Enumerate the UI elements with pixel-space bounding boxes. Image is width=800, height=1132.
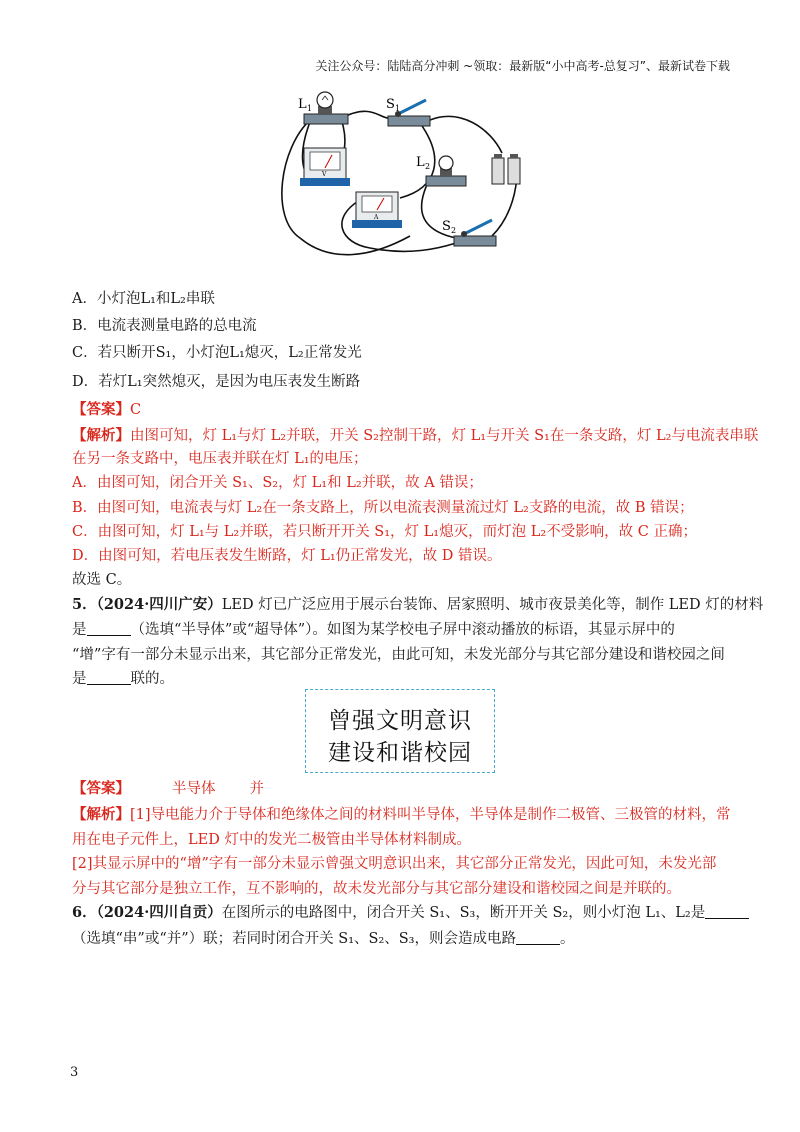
battery-icon xyxy=(492,154,520,184)
q4-analysis-line-6: D．由图可知，若电压表发生断路，灯 L₁仍正常发光，故 D 错误。 xyxy=(72,548,502,564)
slogan-banner xyxy=(305,689,495,773)
q6-source: （2024·四川自贡） xyxy=(96,904,222,921)
q5-answer xyxy=(72,778,264,800)
q6-line-2: （选填“串”或“并”）联；若同时闭合开关 S₁、S₂、S₃，则会造成电路 。 xyxy=(72,931,575,947)
label-l1-sub: 1 xyxy=(307,104,313,113)
q5-analysis-label: 【解析】 xyxy=(72,806,130,823)
page-number: 3 xyxy=(70,1065,79,1080)
q6-line-1: 6．（2024·四川自贡）在图所示的电路图中，闭合开关 S₁、S₃，断开开关 S₂，则小灯泡 L₁、L₂是 xyxy=(72,902,749,924)
q4-answer-value: C xyxy=(130,402,142,418)
q4-conclusion: 故选 C。 xyxy=(72,572,132,588)
banner-line-1: 曾强文明意识 xyxy=(328,708,472,734)
q5-analysis-line-2: 用在电子元件上，LED 灯中的发光二极管由半导体材料制成。 xyxy=(72,832,471,848)
label-l2-sub: 2 xyxy=(425,162,431,171)
q4-analysis-line-1: 【解析】由图可知，灯 L₁与灯 L₂并联，开关 S₂控制干路，灯 L₁与开关 S₁在一条支路，灯 L₂与电流表串联 xyxy=(72,427,759,444)
q5-answer-label: 【答案】 xyxy=(72,780,130,797)
q5-answer-1: 半导体 xyxy=(172,781,216,797)
voltmeter-mark: V xyxy=(322,171,327,178)
q4-option-b: B．电流表测量电路的总电流 xyxy=(72,318,257,334)
label-s1: S xyxy=(386,97,395,112)
q5-answer-2: 并 xyxy=(249,781,264,797)
q5-blank-2 xyxy=(87,670,131,685)
q4-option-a: A．小灯泡L₁和L₂串联 xyxy=(72,291,215,307)
q5-blank-1 xyxy=(87,621,131,636)
q6-blank-1 xyxy=(705,904,749,919)
q5-analysis-line-1: 【解析】[1]导电能力介于导体和绝缘体之间的材料叫半导体，半导体是制作二极管、三极管的材料，常 xyxy=(72,806,731,823)
q4-option-c: C．若只断开S₁，小灯泡L₁熄灭，L₂正常发光 xyxy=(72,345,362,361)
q4-answer-label: 【答案】 xyxy=(72,401,130,418)
q6-blank-2 xyxy=(516,930,560,945)
circuit-figure xyxy=(270,88,540,270)
label-s1-sub: 1 xyxy=(395,104,401,113)
q5-line-4: 是 联的。 xyxy=(72,671,174,687)
q5-line-2: 是 （选填“半导体”或“超导体”）。如图为某学校电子屏中滚动播放的标语，其显示屏中的 xyxy=(72,622,675,638)
switch-s2-icon xyxy=(454,220,496,246)
label-s2-sub: 2 xyxy=(451,226,457,235)
q5-line-3: “增”字有一部分未显示出来，其它部分正常发光，由此可知，未发光部分与其它部分建设和谐校园之间 xyxy=(72,647,725,663)
q6-number: 6． xyxy=(72,904,97,921)
q4-option-d: D．若灯L₁突然熄灭，是因为电压表发生断路 xyxy=(72,374,361,390)
q5-line-1: 5．（2024·四川广安）LED 灯已广泛应用于展示台装饰、居家照明、城市夜景美化等，制作 LED 灯的材料 xyxy=(72,596,764,613)
q4-analysis-line-5: C．由图可知，灯 L₁与 L₂并联，若只断开开关 S₁，灯 L₁熄灭，而灯泡 L₂不受影响，故 C 正确； xyxy=(72,524,697,540)
bulb-l2-icon xyxy=(426,156,466,186)
ammeter-icon xyxy=(352,192,402,228)
q4-analysis-line-3: A．由图可知，闭合开关 S₁、S₂，灯 L₁和 L₂并联，故 A 错误； xyxy=(72,475,483,491)
q5-analysis-line-4: 分与其它部分是独立工作，互不影响的，故未发光部分与其它部分建设和谐校园之间是并联的。 xyxy=(72,881,681,897)
label-l1: L xyxy=(298,97,307,112)
q4-analysis-line-4: B．由图可知，电流表与灯 L₂在一条支路上，所以电流表测量流过灯 L₂支路的电流，故 B 错误； xyxy=(72,500,694,516)
q5-source: （2024·四川广安） xyxy=(96,596,222,613)
q4-analysis-line-2: 在另一条支路中，电压表并联在灯 L₁的电压； xyxy=(72,451,368,467)
q4-answer xyxy=(72,399,141,421)
page-header: 关注公众号：陆陆高分冲刺 ~领取：最新版“小中高考-总复习”、最新试卷下载 xyxy=(315,59,730,73)
voltmeter-icon xyxy=(300,148,350,186)
banner-line-2: 建设和谐校园 xyxy=(328,740,472,766)
q4-analysis-label: 【解析】 xyxy=(72,427,130,444)
label-s2: S xyxy=(442,219,451,234)
q5-analysis-line-3: [2]其显示屏中的“增”字有一部分未显示曾强文明意识出来，其它部分正常发光，因此可知，未发光部 xyxy=(72,856,717,872)
ammeter-mark: A xyxy=(374,214,379,221)
label-l2: L xyxy=(416,155,425,170)
q5-number: 5． xyxy=(72,596,97,613)
